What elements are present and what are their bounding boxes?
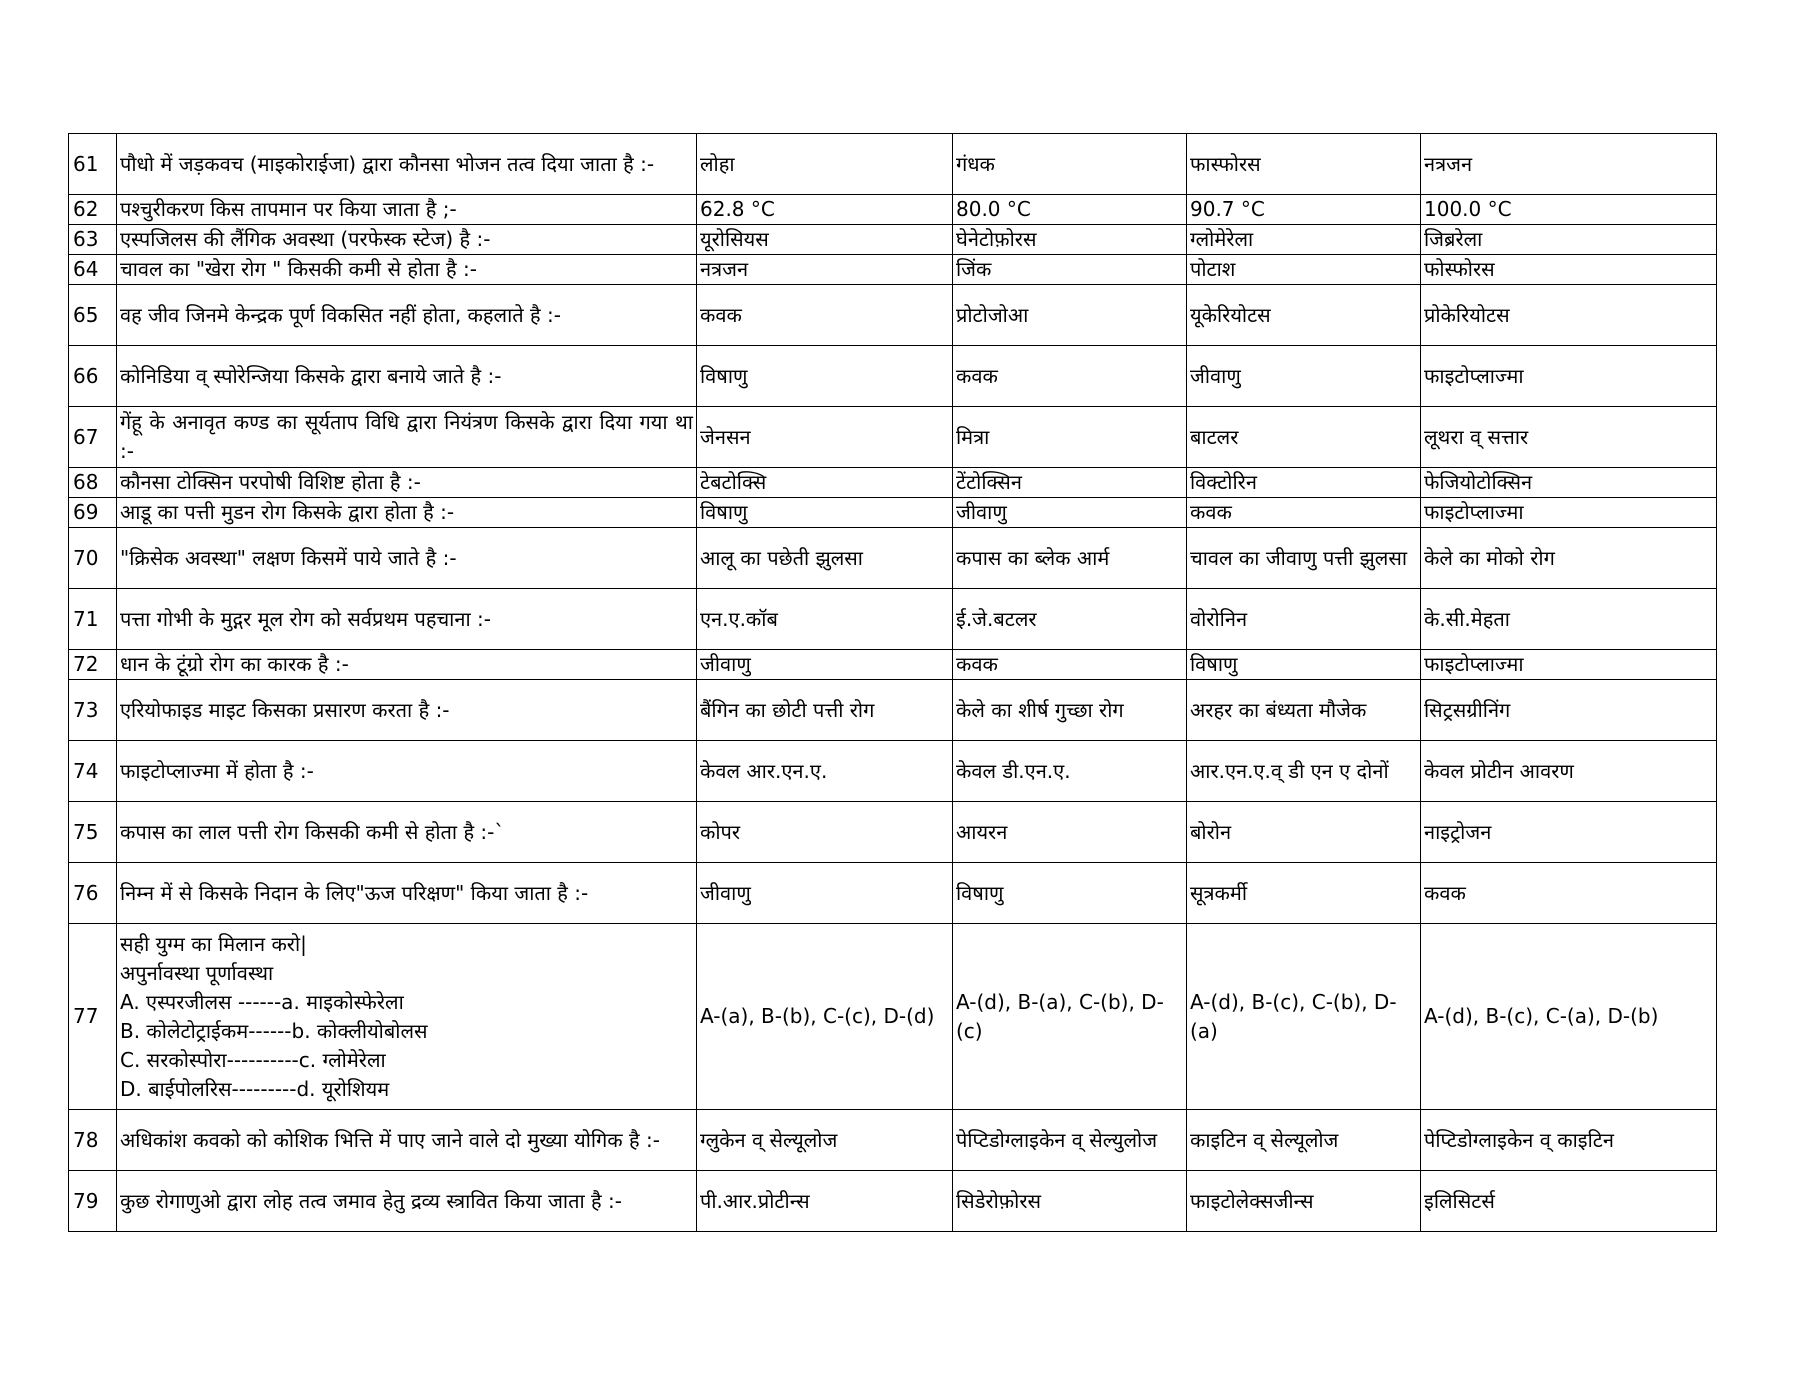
question-number: 75 [69, 802, 117, 863]
question-number: 70 [69, 528, 117, 589]
question-text: एस्पजिलस की लैंगिक अवस्था (परफेस्क स्टेज) है :- [117, 225, 697, 255]
question-number: 67 [69, 407, 117, 468]
option-1: जीवाणु [697, 863, 953, 924]
option-1: पी.आर.प्रोटीन्स [697, 1171, 953, 1232]
table-row [69, 589, 1717, 650]
option-1: टेबटोक्सि [697, 468, 953, 498]
option-4: लूथरा व् सत्तार [1421, 407, 1717, 468]
question-number: 65 [69, 285, 117, 346]
question-text: कोनिडिया व् स्पोरेन्जिया किसके द्वारा बनाये जाते है :- [117, 346, 697, 407]
option-4: जिब्ररेला [1421, 225, 1717, 255]
option-3: जीवाणु [1187, 346, 1421, 407]
option-3: आर.एन.ए.व् डी एन ए दोनों [1187, 741, 1421, 802]
option-1: जीवाणु [697, 650, 953, 680]
option-4: नाइट्रोजन [1421, 802, 1717, 863]
option-2: मित्रा [953, 407, 1187, 468]
option-4: नत्रजन [1421, 134, 1717, 195]
table-row [69, 407, 1717, 468]
table-row [69, 468, 1717, 498]
table-row [69, 528, 1717, 589]
question-text: निम्न में से किसके निदान के लिए"ऊज परिक्षण" किया जाता है :- [117, 863, 697, 924]
option-1: आलू का पछेती झुलसा [697, 528, 953, 589]
option-3: A-(d), B-(c), C-(b), D-(a) [1187, 924, 1421, 1110]
question-number: 61 [69, 134, 117, 195]
table-row [69, 195, 1717, 225]
option-3: चावल का जीवाणु पत्ती झुलसा [1187, 528, 1421, 589]
option-3: अरहर का बंध्यता मौजेक [1187, 680, 1421, 741]
option-4: प्रोकेरियोटस [1421, 285, 1717, 346]
question-number: 62 [69, 195, 117, 225]
option-2: कवक [953, 346, 1187, 407]
option-2: कपास का ब्लेक आर्म [953, 528, 1187, 589]
question-number: 66 [69, 346, 117, 407]
option-1: विषाणु [697, 346, 953, 407]
question-text: एरियोफाइड माइट किसका प्रसारण करता है :- [117, 680, 697, 741]
question-number: 74 [69, 741, 117, 802]
option-4: इलिसिटर्स [1421, 1171, 1717, 1232]
question-number: 73 [69, 680, 117, 741]
option-1: लोहा [697, 134, 953, 195]
question-text: "क्रिसेक अवस्था" लक्षण किसमें पाये जाते है :- [117, 528, 697, 589]
option-2: कवक [953, 650, 1187, 680]
question-number: 72 [69, 650, 117, 680]
option-2: आयरन [953, 802, 1187, 863]
option-4: फोस्फोरस [1421, 255, 1717, 285]
option-2: सिडेरोफ़ोरस [953, 1171, 1187, 1232]
option-3: विक्टोरिन [1187, 468, 1421, 498]
table-row [69, 498, 1717, 528]
question-text: गेंहू के अनावृत कण्ड का सूर्यताप विधि द्वारा नियंत्रण किसके द्वारा दिया गया था :- [117, 407, 697, 468]
option-3: फाइटोलेक्सजीन्स [1187, 1171, 1421, 1232]
option-1: केवल आर.एन.ए. [697, 741, 953, 802]
option-4: कवक [1421, 863, 1717, 924]
option-1: नत्रजन [697, 255, 953, 285]
option-1: जेनसन [697, 407, 953, 468]
question-number: 71 [69, 589, 117, 650]
question-number: 78 [69, 1110, 117, 1171]
option-2: विषाणु [953, 863, 1187, 924]
option-2: 80.0 °C [953, 195, 1187, 225]
option-3: फास्फोरस [1187, 134, 1421, 195]
option-3: विषाणु [1187, 650, 1421, 680]
option-4: सिट्रसग्रीनिंग [1421, 680, 1717, 741]
table-row [69, 924, 1717, 1110]
question-text: चावल का "खेरा रोग " किसकी कमी से होता है :- [117, 255, 697, 285]
option-3: वोरोनिन [1187, 589, 1421, 650]
option-3: बोरोन [1187, 802, 1421, 863]
question-number: 68 [69, 468, 117, 498]
option-4: फाइटोप्लाज्मा [1421, 346, 1717, 407]
option-2: टेंटोक्सिन [953, 468, 1187, 498]
table-row [69, 650, 1717, 680]
option-1: यूरोसियस [697, 225, 953, 255]
option-2: केले का शीर्ष गुच्छा रोग [953, 680, 1187, 741]
option-4: के.सी.मेहता [1421, 589, 1717, 650]
table-row [69, 1110, 1717, 1171]
table-row [69, 1171, 1717, 1232]
option-2: गंधक [953, 134, 1187, 195]
option-1: कवक [697, 285, 953, 346]
table-row [69, 741, 1717, 802]
question-number: 77 [69, 924, 117, 1110]
option-3: काइटिन व् सेल्यूलोज [1187, 1110, 1421, 1171]
question-text: धान के टूंग्रो रोग का कारक है :- [117, 650, 697, 680]
option-4: केले का मोको रोग [1421, 528, 1717, 589]
option-1: ग्लुकेन व् सेल्यूलोज [697, 1110, 953, 1171]
option-4: 100.0 °C [1421, 195, 1717, 225]
option-2: A-(d), B-(a), C-(b), D-(c) [953, 924, 1187, 1110]
option-4: पेप्टिडोग्लाइकेन व् काइटिन [1421, 1110, 1717, 1171]
option-4: A-(d), B-(c), C-(a), D-(b) [1421, 924, 1717, 1110]
table-row [69, 802, 1717, 863]
option-4: फाइटोप्लाज्मा [1421, 498, 1717, 528]
option-1: विषाणु [697, 498, 953, 528]
option-2: घेनेटोफ़ोरस [953, 225, 1187, 255]
table-row [69, 863, 1717, 924]
option-1: 62.8 °C [697, 195, 953, 225]
question-number: 64 [69, 255, 117, 285]
option-3: बाटलर [1187, 407, 1421, 468]
option-4: फाइटोप्लाज्मा [1421, 650, 1717, 680]
option-4: केवल प्रोटीन आवरण [1421, 741, 1717, 802]
question-number: 69 [69, 498, 117, 528]
option-2: प्रोटोजोआ [953, 285, 1187, 346]
option-1: कोपर [697, 802, 953, 863]
question-number: 79 [69, 1171, 117, 1232]
mcq-table-body [69, 134, 1717, 1232]
question-text: कुछ रोगाणुओ द्वारा लोह तत्व जमाव हेतु द्रव्य स्त्रावित किया जाता है :- [117, 1171, 697, 1232]
question-text: कपास का लाल पत्ती रोग किसकी कमी से होता है :-` [117, 802, 697, 863]
question-text: पत्ता गोभी के मुद्गर मूल रोग को सर्वप्रथम पहचाना :- [117, 589, 697, 650]
option-3: सूत्रकर्मी [1187, 863, 1421, 924]
table-row [69, 225, 1717, 255]
option-2: जीवाणु [953, 498, 1187, 528]
option-1: एन.ए.कॉब [697, 589, 953, 650]
table-row [69, 680, 1717, 741]
question-text: अधिकांश कवको को कोशिक भित्ति में पाए जाने वाले दो मुख्या योगिक है :- [117, 1110, 697, 1171]
table-row [69, 346, 1717, 407]
question-text: पश्चुरीकरण किस तापमान पर किया जाता है ;- [117, 195, 697, 225]
option-3: 90.7 °C [1187, 195, 1421, 225]
question-number: 76 [69, 863, 117, 924]
question-text: वह जीव जिनमे केन्द्रक पूर्ण विकसित नहीं होता, कहलाते है :- [117, 285, 697, 346]
question-number: 63 [69, 225, 117, 255]
option-3: कवक [1187, 498, 1421, 528]
question-text: सही युग्म का मिलान करो| अपुर्नावस्था पूर्णावस्था A. एस्परजीलस ------a. माइकोस्फेरेला B. कोलेटोट्राईकम------b. कोक्लीयोबोलस C. सरकोस्पोरा----------c. ग्लोमेरेला D. बाईपोलरिस---------d. यूरोशियम [117, 924, 697, 1110]
question-text: कौनसा टोक्सिन परपोषी विशिष्ट होता है :- [117, 468, 697, 498]
table-row [69, 285, 1717, 346]
option-1: A-(a), B-(b), C-(c), D-(d) [697, 924, 953, 1110]
option-3: यूकेरियोटस [1187, 285, 1421, 346]
option-2: पेप्टिडोग्लाइकेन व् सेल्युलोज [953, 1110, 1187, 1171]
option-1: बैंगिन का छोटी पत्ती रोग [697, 680, 953, 741]
option-2: ई.जे.बटलर [953, 589, 1187, 650]
table-row [69, 134, 1717, 195]
option-3: ग्लोमेरेला [1187, 225, 1421, 255]
question-text: फाइटोप्लाज्मा में होता है :- [117, 741, 697, 802]
option-4: फेजियोटोक्सिन [1421, 468, 1717, 498]
option-3: पोटाश [1187, 255, 1421, 285]
table-row [69, 255, 1717, 285]
question-text: पौधो में जड़कवच (माइकोराईजा) द्वारा कौनसा भोजन तत्व दिया जाता है :- [117, 134, 697, 195]
option-2: केवल डी.एन.ए. [953, 741, 1187, 802]
mcq-table [68, 133, 1717, 1232]
question-text: आडू का पत्ती मुडन रोग किसके द्वारा होता है :- [117, 498, 697, 528]
option-2: जिंक [953, 255, 1187, 285]
